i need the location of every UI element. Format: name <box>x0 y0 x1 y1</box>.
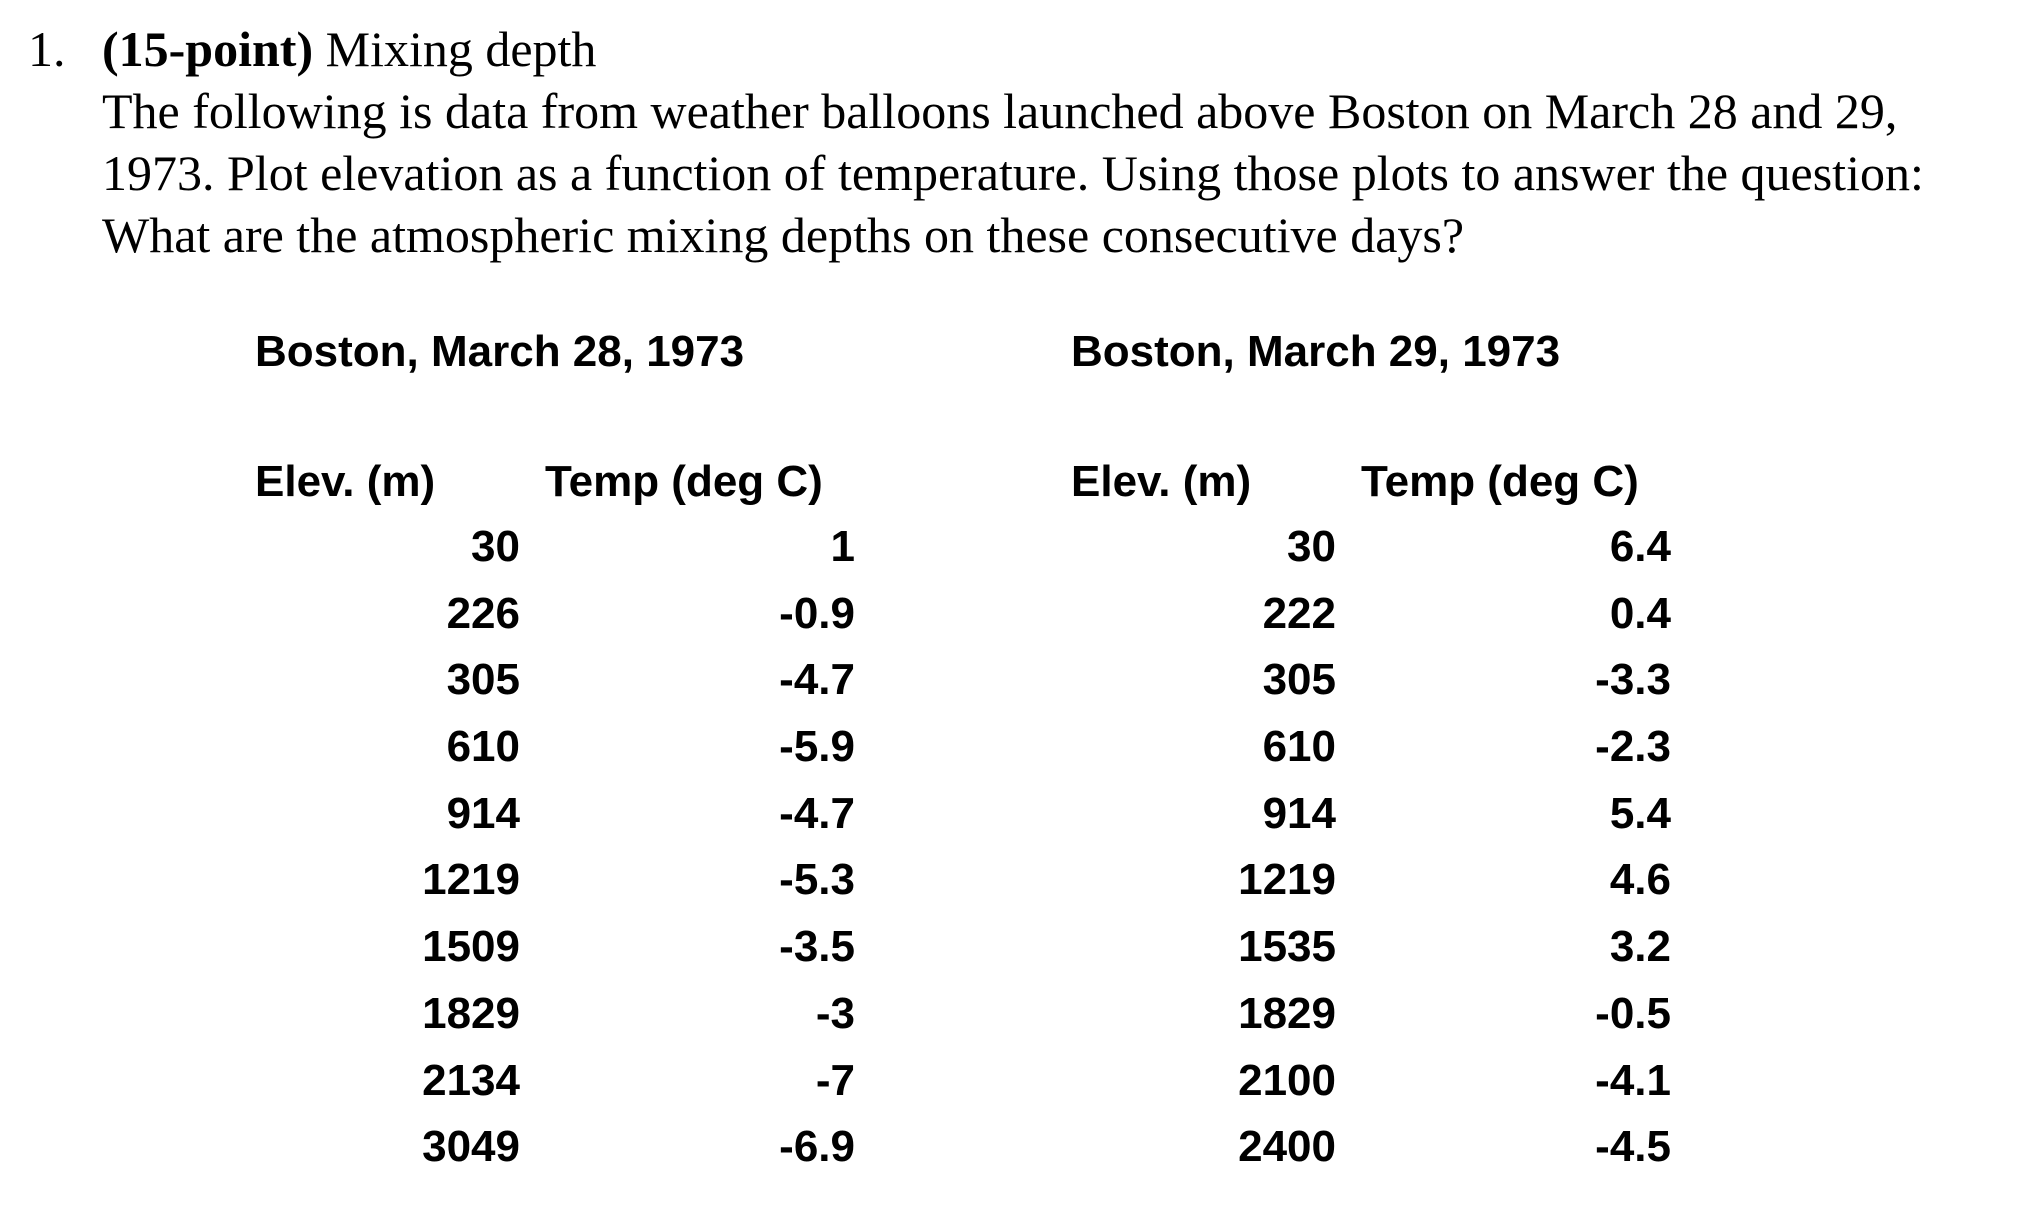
temperature-cell: 6.4 <box>1609 522 1671 571</box>
elevation-cell: 30 <box>1287 522 1336 571</box>
table-title: Boston, March 28, 1973 <box>255 327 745 376</box>
temperature-cell: -2.3 <box>1595 722 1671 772</box>
table-header <box>255 452 823 512</box>
elevation-cell: 222 <box>1262 588 1336 638</box>
elevation-cell: 2400 <box>1238 1122 1336 1172</box>
table-row <box>1071 647 1671 714</box>
table-row <box>255 981 855 1048</box>
question-number: 1. <box>28 21 66 77</box>
temperature-cell: 4.6 <box>1609 855 1671 905</box>
question-heading <box>28 18 2003 80</box>
temperature-cell: -0.5 <box>1595 988 1671 1038</box>
table-row <box>1071 1048 1671 1115</box>
elevation-cell: 3049 <box>422 1122 520 1172</box>
column-header-elevation: Elev. (m) <box>1071 457 1252 506</box>
table-march-29 <box>1071 322 1671 1181</box>
elevation-cell: 2134 <box>422 1055 520 1105</box>
elevation-cell: 610 <box>446 722 520 772</box>
table-row <box>255 1048 855 1115</box>
temperature-cell: 0.4 <box>1609 588 1671 638</box>
table-row <box>255 514 855 581</box>
table-row <box>255 847 855 914</box>
table-row <box>255 647 855 714</box>
elevation-cell: 2100 <box>1238 1055 1336 1105</box>
table-header <box>1071 452 1639 512</box>
question <box>28 18 2003 266</box>
table-row <box>1071 1114 1671 1181</box>
column-header-temperature: Temp (deg C) <box>1361 457 1639 506</box>
elevation-cell: 1509 <box>422 922 520 972</box>
table-row <box>255 714 855 781</box>
elevation-cell: 914 <box>1262 788 1336 838</box>
column-header-temperature: Temp (deg C) <box>545 457 823 506</box>
temperature-cell: -3 <box>815 988 855 1038</box>
elevation-cell: 1219 <box>422 855 520 905</box>
column-header-elevation: Elev. (m) <box>255 457 436 506</box>
elevation-cell: 914 <box>446 788 520 838</box>
table-row <box>255 581 855 648</box>
table-row <box>1071 914 1671 981</box>
temperature-cell: -5.3 <box>779 855 855 905</box>
elevation-cell: 1829 <box>1238 988 1336 1038</box>
elevation-cell: 1219 <box>1238 855 1336 905</box>
temperature-cell: -4.7 <box>779 655 855 705</box>
table-row <box>1071 514 1671 581</box>
temperature-cell: -5.9 <box>779 722 855 772</box>
temperature-cell: 3.2 <box>1609 922 1671 972</box>
elevation-cell: 226 <box>446 588 520 638</box>
elevation-cell: 1829 <box>422 988 520 1038</box>
temperature-cell: -4.7 <box>779 788 855 838</box>
table-row <box>1071 847 1671 914</box>
table-row <box>255 781 855 848</box>
table-title: Boston, March 29, 1973 <box>1071 327 1561 376</box>
table-row <box>1071 981 1671 1048</box>
elevation-cell: 610 <box>1262 722 1336 772</box>
question-points: (15-point) <box>102 21 314 77</box>
question-body: The following is data from weather balloons launched above Boston on March 28 and 29, 1973. Plot elevation as a function of temperature. Using those plots to answer the question: What are the atmospheric mixing depths on these consecutive days? <box>102 83 1924 263</box>
table-row <box>1071 781 1671 848</box>
table-row <box>255 1114 855 1181</box>
elevation-cell: 30 <box>471 522 520 571</box>
table-row <box>1071 581 1671 648</box>
table-rows <box>255 514 855 1181</box>
temperature-cell: 1 <box>830 522 855 571</box>
temperature-cell: -6.9 <box>779 1122 855 1172</box>
table-row <box>1071 714 1671 781</box>
table-row <box>255 914 855 981</box>
temperature-cell: -0.9 <box>779 588 855 638</box>
temperature-cell: 5.4 <box>1609 788 1671 838</box>
elevation-cell: 305 <box>446 655 520 705</box>
temperature-cell: -7 <box>815 1055 855 1105</box>
table-march-28 <box>255 322 855 1181</box>
temperature-cell: -3.5 <box>779 922 855 972</box>
table-rows <box>1071 514 1671 1181</box>
temperature-cell: -4.5 <box>1595 1122 1671 1172</box>
elevation-cell: 1535 <box>1238 922 1336 972</box>
elevation-cell: 305 <box>1262 655 1336 705</box>
temperature-cell: -3.3 <box>1595 655 1671 705</box>
question-title: Mixing depth <box>325 21 597 77</box>
temperature-cell: -4.1 <box>1595 1055 1671 1105</box>
